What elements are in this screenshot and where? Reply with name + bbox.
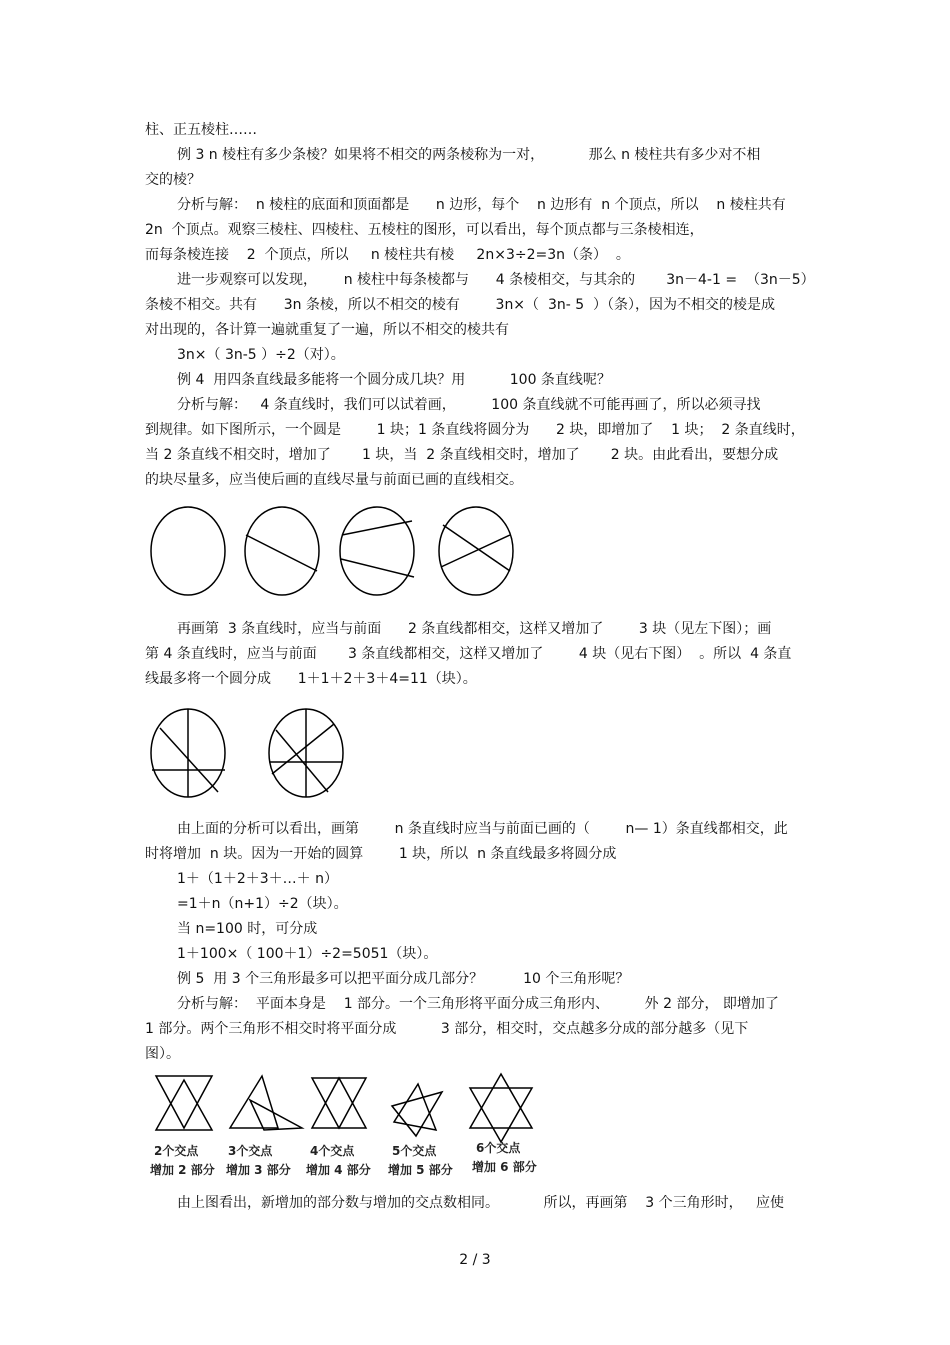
text-line: 到规律。如下图所示，一个圆是 1 块；1 条直线将圆分为 2 块，即增加了 1 块； 2 条直线时， [145, 422, 805, 438]
text-line: 进一步观察可以发现， n 棱柱中每条棱都与 4 条棱相交，与其余的 3n－4-1 = （3n－5） [177, 272, 815, 288]
text-line: 柱、正五棱柱…… [145, 122, 257, 138]
text-line: 第 4 条直线时，应当与前面 3 条直线都相交，这样又增加了 4 块（见右下图） 。所以 4 条直 [145, 646, 792, 662]
text-line: 当 2 条直线不相交时，增加了 1 块，当 2 条直线相交时，增加了 2 块。由此看出，要想分成 [145, 447, 779, 463]
circles-svg-2 [148, 706, 358, 802]
text-line: 1＋100×（ 100＋1）÷2=5051（块）。 [177, 946, 438, 962]
triangles-svg [146, 1070, 546, 1182]
text-line: 图）。 [145, 1046, 180, 1062]
text-line: 条棱不相交。共有 3n 条棱，所以不相交的棱有 3n×（ 3n- 5 ）（条），因为不相交的棱是成 [145, 297, 776, 313]
text-line: 再画第 3 条直线时，应当与前面 2 条直线都相交，这样又增加了 3 块（见左下图）；画 [177, 621, 772, 637]
text-line: 交的棱？ [145, 172, 201, 188]
text-line: 分析与解： n 棱柱的底面和顶面都是 n 边形，每个 n 边形有 n 个顶点，所以 n 棱柱共有 [177, 197, 786, 213]
text-line: 1 部分。两个三角形不相交时将平面分成 3 部分，相交时，交点越多分成的部分越多（见下 [145, 1021, 749, 1037]
text-line: 对出现的，各计算一遍就重复了一遍，所以不相交的棱共有 [145, 322, 509, 338]
text-line: 由上面的分析可以看出，画第 n 条直线时应当与前面已画的（ n— 1）条直线都相交，此 [177, 821, 788, 837]
circle-division-figure-1 [148, 505, 528, 601]
text-line: 的块尽量多，应当使后画的直线尽量与前面已画的直线相交。 [145, 472, 523, 488]
text-line: 分析与解： 平面本身是 1 部分。一个三角形将平面分成三角形内、 外 2 部分， 即增加了 [177, 996, 779, 1012]
text-line: 时将增加 n 块。因为一开始的圆算 1 块，所以 n 条直线最多将圆分成 [145, 846, 617, 862]
circle-1-line [245, 507, 319, 595]
triangle-added-label: 增加 6 部分 [472, 1160, 537, 1174]
triangle-added-label: 增加 2 部分 [150, 1163, 215, 1177]
text-line: 2n 个顶点。观察三棱柱、四棱柱、五棱柱的图形，可以看出，每个顶点都与三条棱相连， [145, 222, 704, 238]
circle-2-lines [340, 507, 414, 595]
page-number: 2 / 3 [459, 1252, 491, 1268]
text-line: 由上图看出，新增加的部分数与增加的交点数相同。 所以，再画第 3 个三角形时， 应使 [177, 1195, 785, 1211]
triangle-added-label: 增加 4 部分 [306, 1163, 371, 1177]
text-line: 线最多将一个圆分成 1＋1＋2＋3＋4=11（块）。 [145, 671, 477, 687]
text-line: =1＋n（n+1）÷2（块）。 [177, 896, 348, 912]
text-line: 例 3 n 棱柱有多少条棱？如果将不相交的两条棱称为一对， 那么 n 棱柱共有多少对不相 [177, 147, 761, 163]
text-line: 3n×（ 3n-5 ）÷2（对）。 [177, 347, 345, 363]
circle-division-figure-2 [148, 706, 358, 802]
triangle-points-label: 2个交点 [154, 1144, 199, 1158]
triangle-added-label: 增加 3 部分 [226, 1163, 291, 1177]
triangle-points-label: 5个交点 [392, 1144, 437, 1158]
text-line: 而每条棱连接 2 个顶点，所以 n 棱柱共有棱 2n×3÷2=3n（条） 。 [145, 247, 630, 263]
circles-svg [148, 505, 528, 601]
triangle-points-label: 4个交点 [310, 1144, 355, 1158]
triangle-points-label: 6个交点 [476, 1141, 521, 1155]
text-line: 例 4 用四条直线最多能将一个圆分成几块？用 100 条直线呢？ [177, 372, 611, 388]
text-line: 例 5 用 3 个三角形最多可以把平面分成几部分？ 10 个三角形呢？ [177, 971, 630, 987]
triangle-points-label: 3个交点 [228, 1144, 273, 1158]
triangles-figure [146, 1070, 546, 1182]
text-line: 当 n=100 时，可分成 [177, 921, 318, 937]
triangle-added-label: 增加 5 部分 [388, 1163, 453, 1177]
text-line: 分析与解： 4 条直线时，我们可以试着画， 100 条直线就不可能再画了，所以必须寻找 [177, 397, 761, 413]
text-line: 1＋（1＋2＋3＋…＋ n） [177, 871, 338, 887]
circle-0-lines [151, 507, 225, 595]
